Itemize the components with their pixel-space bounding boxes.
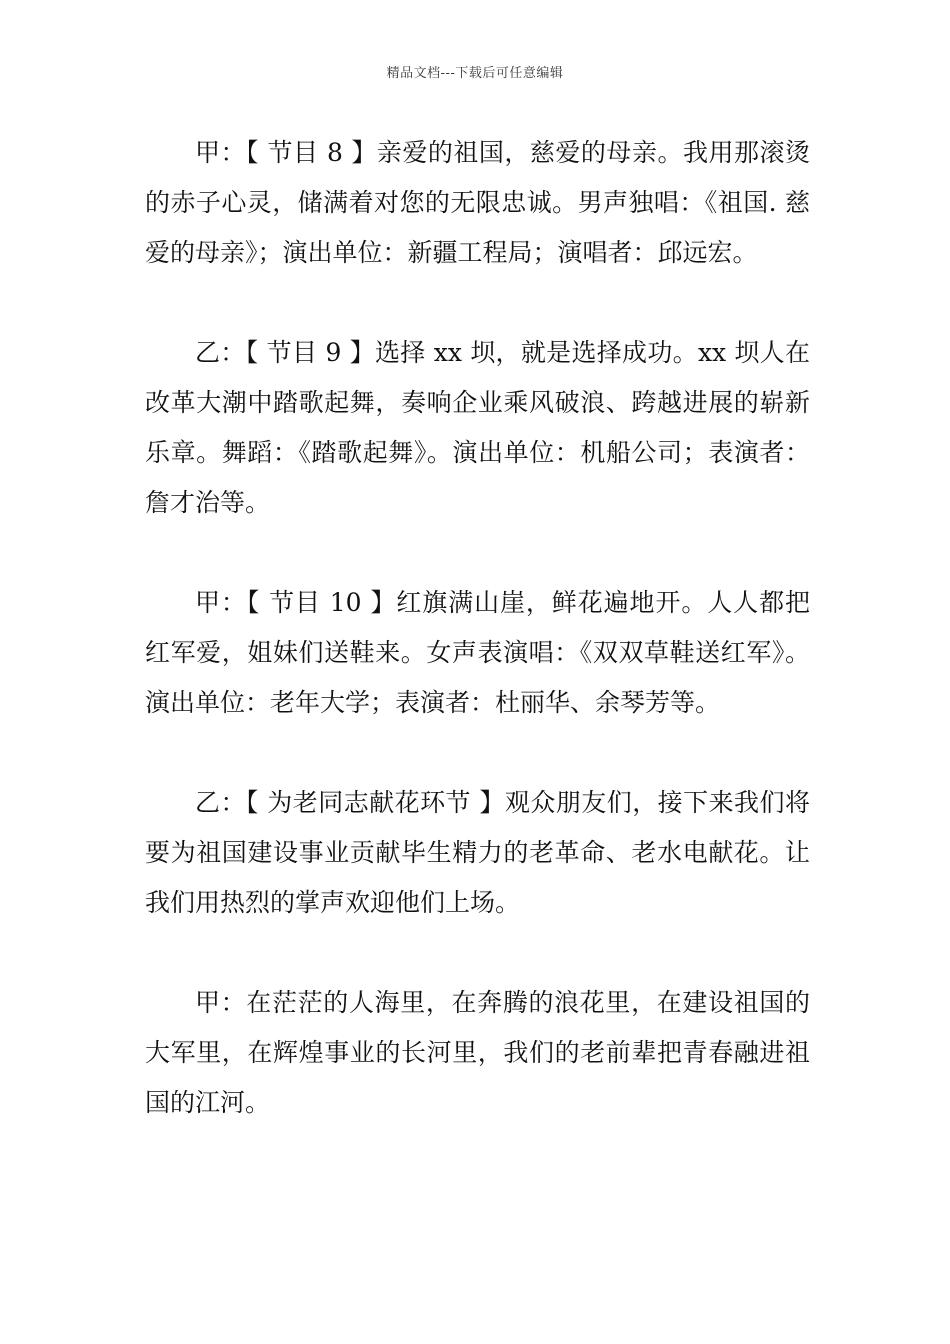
document-body — [145, 128, 810, 1178]
paragraph-elders-tribute: 甲：在茫茫的人海里，在奔腾的浪花里，在建设祖国的大军里，在辉煌事业的长河里，我们的老前辈把青春融进祖国的江河。 — [145, 988, 810, 1117]
page-header: 精品文档---下载后可任意编辑 — [386, 66, 564, 81]
paragraph-program-10: 甲：【 节目 10 】红旗满山崖，鲜花遍地开。人人都把红军爱，姐妹们送鞋来。女声表演唱：《双双草鞋送红军》。演出单位：老年大学；表演者：杜丽华、余琴芳等。 — [145, 588, 810, 717]
paragraph-flower-presentation: 乙：【 为老同志献花环节 】观众朋友们，接下来我们将要为祖国建设事业贡献毕生精力的老革命、老水电献花。让我们用热烈的掌声欢迎他们上场。 — [145, 788, 810, 917]
paragraph-program-9: 乙：【 节目 9 】选择 xx 坝，就是选择成功。xx 坝人在改革大潮中踏歌起舞，奏响企业乘风破浪、跨越进展的崭新乐章。舞蹈：《踏歌起舞》。演出单位：机船公司；表演者：詹才治等。 — [145, 338, 810, 517]
paragraph-program-8: 甲：【 节目 8 】亲爱的祖国，慈爱的母亲。我用那滚烫的赤子心灵，储满着对您的无限忠诚。男声独唱：《祖国. 慈爱的母亲》；演出单位：新疆工程局；演唱者：邱远宏。 — [145, 138, 810, 267]
